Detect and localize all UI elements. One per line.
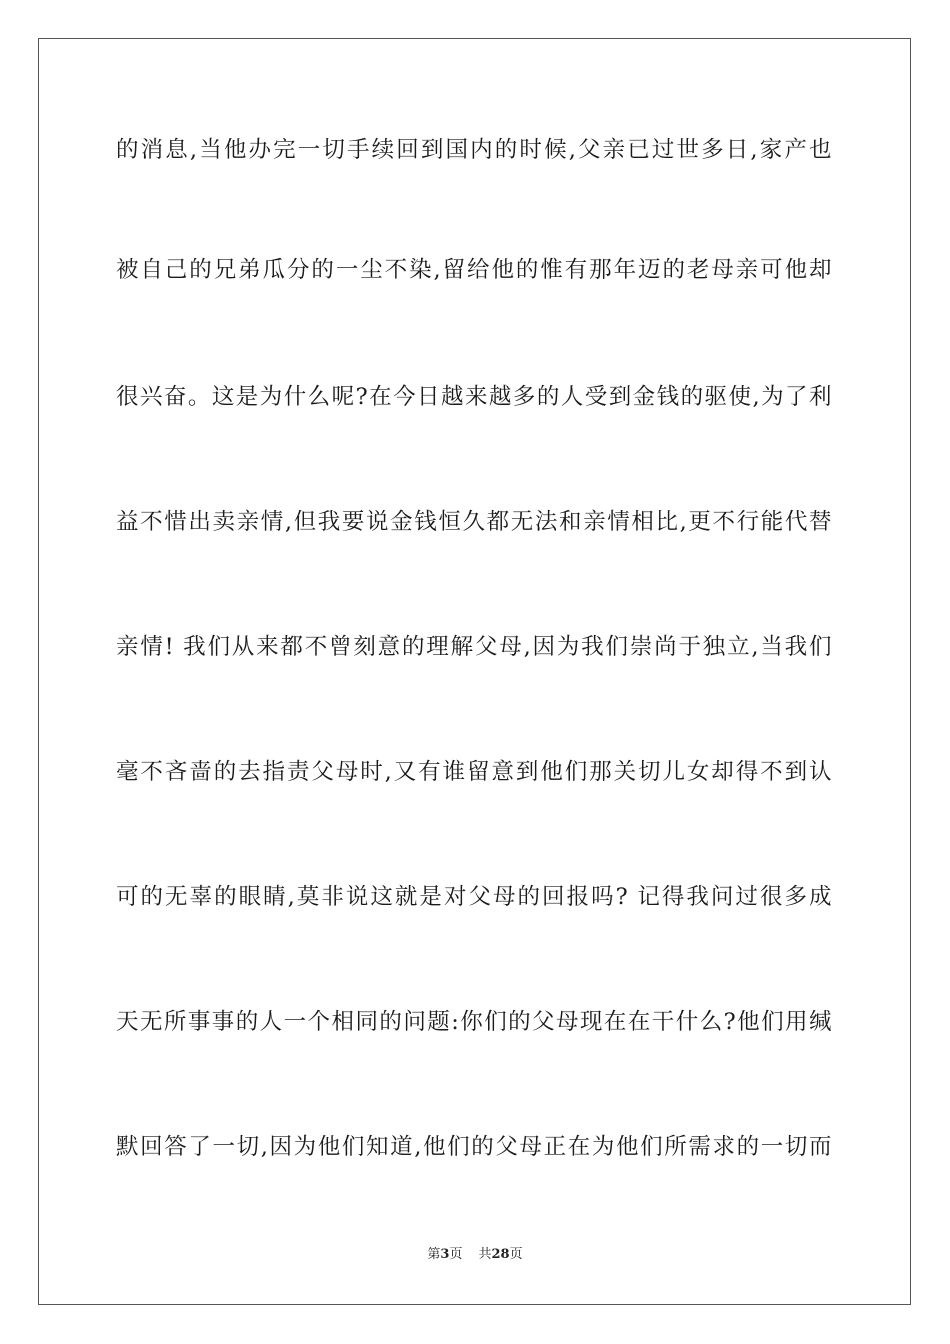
text-line-2: 被自己的兄弟瓜分的一尘不染,留给他的惟有那年迈的老母亲可他却 — [116, 257, 832, 283]
total-suffix: 页 — [509, 1247, 523, 1262]
total-prefix: 共 — [478, 1247, 492, 1262]
text-line-5: 亲情! 我们从来都不曾刻意的理解父母,因为我们崇尚于独立,当我们 — [116, 634, 832, 660]
text-line-9: 默回答了一切,因为他们知道,他们的父母正在为他们所需求的一切而 — [116, 1134, 832, 1160]
text-line-4: 益不惜出卖亲情,但我要说金钱恒久都无法和亲情相比,更不行能代替 — [116, 509, 832, 535]
page-suffix: 页 — [449, 1247, 463, 1262]
text-line-1: 的消息,当他办完一切手续回到国内的时候,父亲已过世多日,家产也 — [116, 137, 832, 163]
page-footer — [0, 1246, 950, 1264]
page-border — [38, 38, 911, 1305]
page-number: 3 — [440, 1247, 450, 1262]
total-pages: 28 — [491, 1247, 510, 1262]
text-line-3: 很兴奋。这是为什么呢?在今日越来越多的人受到金钱的驱使,为了利 — [116, 384, 832, 410]
page-prefix: 第 — [427, 1247, 441, 1262]
text-line-6: 毫不吝啬的去指责父母时,又有谁留意到他们那关切儿女却得不到认 — [116, 759, 832, 785]
text-line-7: 可的无辜的眼睛,莫非说这就是对父母的回报吗? 记得我问过很多成 — [116, 884, 832, 910]
text-line-8: 天无所事事的人一个相同的问题:你们的父母现在在干什么?他们用缄 — [116, 1009, 832, 1035]
